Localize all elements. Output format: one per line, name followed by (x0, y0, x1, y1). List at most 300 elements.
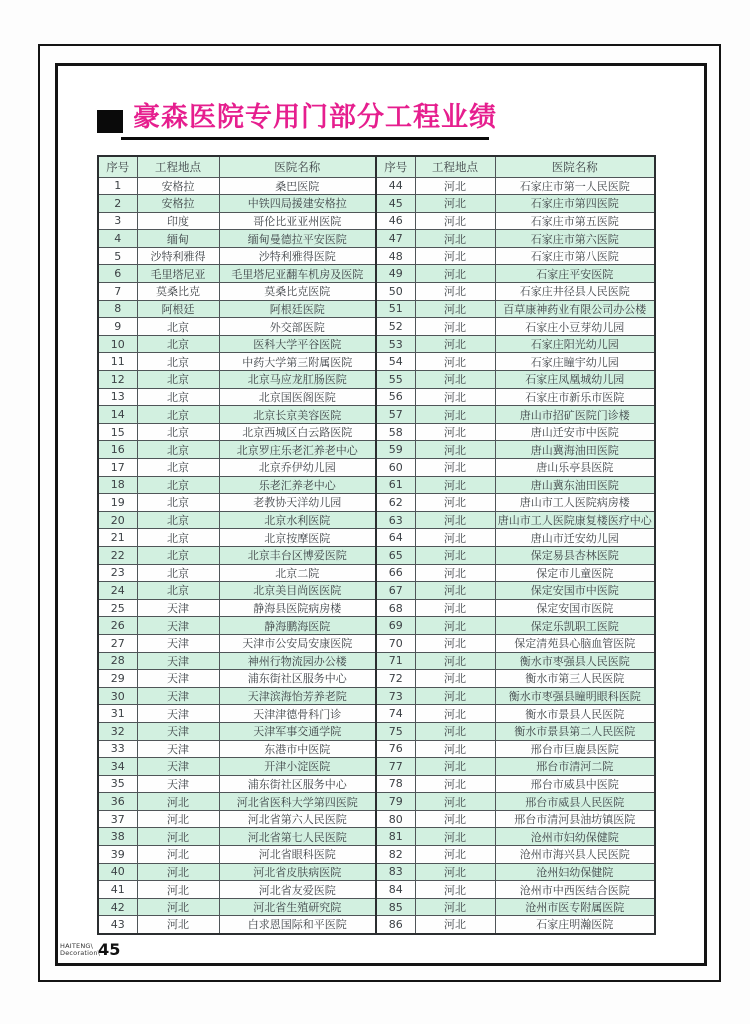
hospital-cell-right: 石家庄市第六医院 (495, 230, 655, 248)
location-cell-left: 北京 (137, 546, 219, 564)
hospital-cell-right: 保定清苑县心脑血管医院 (495, 634, 655, 652)
location-cell-right: 河北 (415, 564, 495, 582)
achievements-table (97, 155, 656, 935)
location-cell-left: 天津 (137, 617, 219, 635)
table-row (98, 494, 655, 512)
seq-cell-right: 78 (376, 775, 415, 793)
table-row (98, 828, 655, 846)
seq-cell-left: 29 (98, 670, 137, 688)
seq-cell-left: 10 (98, 335, 137, 353)
hospital-cell-left: 中铁四局援建安格拉 (219, 195, 376, 213)
hospital-cell-right: 保定市儿童医院 (495, 564, 655, 582)
location-cell-right: 河北 (415, 283, 495, 301)
hospital-cell-right: 石家庄凤凰城幼儿园 (495, 371, 655, 389)
location-cell-right: 河北 (415, 863, 495, 881)
hospital-cell-left: 河北省友爱医院 (219, 881, 376, 899)
seq-cell-left: 38 (98, 828, 137, 846)
hospital-cell-left: 乐老汇养老中心 (219, 476, 376, 494)
seq-cell-left: 31 (98, 705, 137, 723)
table-row (98, 318, 655, 336)
hospital-cell-left: 河北省皮肤病医院 (219, 863, 376, 881)
location-cell-right: 河北 (415, 353, 495, 371)
location-cell-left: 天津 (137, 722, 219, 740)
location-cell-left: 河北 (137, 916, 219, 934)
hospital-cell-left: 北京按摩医院 (219, 529, 376, 547)
seq-cell-left: 7 (98, 283, 137, 301)
hospital-cell-right: 邢台市巨鹿县医院 (495, 740, 655, 758)
hospital-cell-left: 北京二院 (219, 564, 376, 582)
hospital-cell-right: 沧州市中西医结合医院 (495, 881, 655, 899)
hospital-cell-right: 石家庄阳光幼儿园 (495, 335, 655, 353)
hospital-cell-right: 衡水市景县人民医院 (495, 705, 655, 723)
location-cell-left: 安格拉 (137, 177, 219, 195)
hospital-cell-right: 唐山迁安市中医院 (495, 423, 655, 441)
location-cell-right: 河北 (415, 758, 495, 776)
hospital-cell-left: 河北省眼科医院 (219, 846, 376, 864)
footer-brand (60, 943, 100, 957)
hospital-cell-right: 唐山冀东油田医院 (495, 476, 655, 494)
seq-cell-left: 32 (98, 722, 137, 740)
table-row (98, 793, 655, 811)
table-row (98, 529, 655, 547)
hospital-cell-right: 石家庄井径县人民医院 (495, 283, 655, 301)
location-cell-left: 河北 (137, 828, 219, 846)
location-cell-right: 河北 (415, 881, 495, 899)
location-cell-right: 河北 (415, 441, 495, 459)
location-cell-right: 河北 (415, 916, 495, 934)
location-cell-left: 天津 (137, 599, 219, 617)
location-cell-left: 河北 (137, 898, 219, 916)
table-row (98, 371, 655, 389)
hospital-cell-left: 北京美目尚医医院 (219, 582, 376, 600)
seq-cell-left: 40 (98, 863, 137, 881)
table-row (98, 353, 655, 371)
hospital-cell-right: 衡水市枣强县瞳明眼科医院 (495, 687, 655, 705)
title-underline (121, 137, 489, 140)
seq-cell-left: 4 (98, 230, 137, 248)
location-cell-left: 印度 (137, 212, 219, 230)
location-cell-left: 天津 (137, 652, 219, 670)
seq-cell-left: 36 (98, 793, 137, 811)
hospital-cell-left: 北京罗庄乐老汇养老中心 (219, 441, 376, 459)
location-cell-left: 河北 (137, 793, 219, 811)
seq-cell-right: 58 (376, 423, 415, 441)
hospital-cell-left: 神州行物流园办公楼 (219, 652, 376, 670)
footer-brand-line2: Decoration\ (60, 949, 101, 957)
seq-cell-left: 43 (98, 916, 137, 934)
location-cell-right: 河北 (415, 617, 495, 635)
hospital-cell-left: 毛里塔尼亚翻车机房及医院 (219, 265, 376, 283)
seq-cell-right: 85 (376, 898, 415, 916)
footer-brand-line1: HAITENG\ (60, 942, 94, 950)
seq-cell-left: 39 (98, 846, 137, 864)
hospital-cell-left: 北京乔伊幼儿园 (219, 459, 376, 477)
seq-cell-left: 6 (98, 265, 137, 283)
table-row (98, 230, 655, 248)
table-row (98, 810, 655, 828)
seq-cell-right: 71 (376, 652, 415, 670)
seq-cell-left: 30 (98, 687, 137, 705)
seq-cell-left: 21 (98, 529, 137, 547)
location-cell-left: 沙特利雅得 (137, 247, 219, 265)
header-hospital-left: 医院名称 (219, 156, 376, 177)
location-cell-left: 安格拉 (137, 195, 219, 213)
hospital-cell-right: 石家庄市第一人民医院 (495, 177, 655, 195)
hospital-cell-right: 唐山冀海油田医院 (495, 441, 655, 459)
location-cell-right: 河北 (415, 230, 495, 248)
seq-cell-right: 84 (376, 881, 415, 899)
location-cell-right: 河北 (415, 423, 495, 441)
hospital-cell-left: 浦东街社区服务中心 (219, 670, 376, 688)
seq-cell-left: 18 (98, 476, 137, 494)
hospital-cell-left: 老教协天洋幼儿园 (219, 494, 376, 512)
hospital-cell-left: 浦东街社区服务中心 (219, 775, 376, 793)
hospital-cell-left: 北京丰台区博爱医院 (219, 546, 376, 564)
table-row (98, 546, 655, 564)
location-cell-right: 河北 (415, 722, 495, 740)
header-location-left: 工程地点 (137, 156, 219, 177)
location-cell-left: 北京 (137, 353, 219, 371)
seq-cell-right: 77 (376, 758, 415, 776)
seq-cell-right: 86 (376, 916, 415, 934)
table-header-row (98, 156, 655, 177)
hospital-cell-left: 河北省第六人民医院 (219, 810, 376, 828)
seq-cell-right: 72 (376, 670, 415, 688)
location-cell-right: 河北 (415, 406, 495, 424)
location-cell-right: 河北 (415, 810, 495, 828)
header-location-right: 工程地点 (415, 156, 495, 177)
seq-cell-right: 52 (376, 318, 415, 336)
table-row (98, 300, 655, 318)
seq-cell-right: 62 (376, 494, 415, 512)
hospital-cell-left: 北京水利医院 (219, 511, 376, 529)
location-cell-right: 河北 (415, 634, 495, 652)
seq-cell-left: 35 (98, 775, 137, 793)
achievements-table-body (98, 177, 655, 934)
table-row (98, 670, 655, 688)
seq-cell-right: 55 (376, 371, 415, 389)
location-cell-left: 天津 (137, 634, 219, 652)
table-row (98, 177, 655, 195)
seq-cell-right: 57 (376, 406, 415, 424)
seq-cell-left: 22 (98, 546, 137, 564)
hospital-cell-left: 天津军事交通学院 (219, 722, 376, 740)
hospital-cell-right: 衡水市第三人民医院 (495, 670, 655, 688)
hospital-cell-right: 邢台市威县中医院 (495, 775, 655, 793)
table-row (98, 476, 655, 494)
seq-cell-right: 73 (376, 687, 415, 705)
location-cell-left: 北京 (137, 564, 219, 582)
seq-cell-left: 11 (98, 353, 137, 371)
location-cell-right: 河北 (415, 793, 495, 811)
seq-cell-left: 33 (98, 740, 137, 758)
hospital-cell-left: 静海鹏海医院 (219, 617, 376, 635)
table-row (98, 582, 655, 600)
table-row (98, 212, 655, 230)
location-cell-left: 北京 (137, 476, 219, 494)
location-cell-right: 河北 (415, 670, 495, 688)
table-row (98, 599, 655, 617)
header-seq-right: 序号 (376, 156, 415, 177)
seq-cell-right: 69 (376, 617, 415, 635)
table-row (98, 898, 655, 916)
table-row (98, 740, 655, 758)
hospital-cell-right: 石家庄市第五医院 (495, 212, 655, 230)
seq-cell-right: 60 (376, 459, 415, 477)
hospital-cell-right: 保定易县杏林医院 (495, 546, 655, 564)
hospital-cell-left: 天津滨海怡芳养老院 (219, 687, 376, 705)
hospital-cell-right: 唐山市迁安幼儿园 (495, 529, 655, 547)
seq-cell-left: 17 (98, 459, 137, 477)
hospital-cell-left: 北京马应龙肛肠医院 (219, 371, 376, 389)
seq-cell-right: 79 (376, 793, 415, 811)
location-cell-left: 北京 (137, 582, 219, 600)
seq-cell-left: 23 (98, 564, 137, 582)
hospital-cell-left: 北京国医阁医院 (219, 388, 376, 406)
location-cell-right: 河北 (415, 195, 495, 213)
location-cell-right: 河北 (415, 599, 495, 617)
location-cell-left: 河北 (137, 863, 219, 881)
seq-cell-right: 47 (376, 230, 415, 248)
seq-cell-left: 3 (98, 212, 137, 230)
location-cell-left: 北京 (137, 388, 219, 406)
seq-cell-left: 16 (98, 441, 137, 459)
location-cell-left: 河北 (137, 846, 219, 864)
seq-cell-right: 53 (376, 335, 415, 353)
hospital-cell-left: 东港市中医院 (219, 740, 376, 758)
hospital-cell-right: 百草康神药业有限公司办公楼 (495, 300, 655, 318)
hospital-cell-left: 北京长京美容医院 (219, 406, 376, 424)
seq-cell-right: 81 (376, 828, 415, 846)
hospital-cell-left: 开津小淀医院 (219, 758, 376, 776)
seq-cell-right: 83 (376, 863, 415, 881)
seq-cell-right: 48 (376, 247, 415, 265)
hospital-cell-right: 邢台市清河二院 (495, 758, 655, 776)
table-row (98, 441, 655, 459)
location-cell-right: 河北 (415, 335, 495, 353)
seq-cell-left: 25 (98, 599, 137, 617)
hospital-cell-right: 保定安国市中医院 (495, 582, 655, 600)
location-cell-left: 天津 (137, 775, 219, 793)
location-cell-left: 北京 (137, 494, 219, 512)
location-cell-right: 河北 (415, 529, 495, 547)
seq-cell-right: 65 (376, 546, 415, 564)
table-row (98, 722, 655, 740)
location-cell-right: 河北 (415, 247, 495, 265)
hospital-cell-right: 邢台市清河县油坊镇医院 (495, 810, 655, 828)
hospital-cell-right: 石家庄市第八医院 (495, 247, 655, 265)
title-bullet-square-icon (97, 110, 123, 133)
table-row (98, 511, 655, 529)
location-cell-right: 河北 (415, 300, 495, 318)
seq-cell-right: 80 (376, 810, 415, 828)
seq-cell-left: 42 (98, 898, 137, 916)
seq-cell-right: 74 (376, 705, 415, 723)
seq-cell-right: 63 (376, 511, 415, 529)
seq-cell-left: 34 (98, 758, 137, 776)
location-cell-left: 北京 (137, 441, 219, 459)
location-cell-left: 北京 (137, 423, 219, 441)
hospital-cell-left: 莫桑比克医院 (219, 283, 376, 301)
location-cell-right: 河北 (415, 582, 495, 600)
seq-cell-right: 76 (376, 740, 415, 758)
header-hospital-right: 医院名称 (495, 156, 655, 177)
hospital-cell-right: 石家庄小豆芽幼儿园 (495, 318, 655, 336)
location-cell-left: 北京 (137, 459, 219, 477)
hospital-cell-left: 缅甸曼德拉平安医院 (219, 230, 376, 248)
location-cell-left: 北京 (137, 371, 219, 389)
table-row (98, 283, 655, 301)
seq-cell-right: 49 (376, 265, 415, 283)
seq-cell-right: 45 (376, 195, 415, 213)
seq-cell-left: 27 (98, 634, 137, 652)
table-row (98, 335, 655, 353)
seq-cell-right: 59 (376, 441, 415, 459)
seq-cell-right: 51 (376, 300, 415, 318)
location-cell-left: 毛里塔尼亚 (137, 265, 219, 283)
table-row (98, 758, 655, 776)
hospital-cell-right: 唐山市工人医院康复楼医疗中心 (495, 511, 655, 529)
hospital-cell-left: 阿根廷医院 (219, 300, 376, 318)
table-row (98, 863, 655, 881)
seq-cell-left: 2 (98, 195, 137, 213)
hospital-cell-right: 保定乐凯职工医院 (495, 617, 655, 635)
hospital-cell-left: 医科大学平谷医院 (219, 335, 376, 353)
location-cell-left: 北京 (137, 529, 219, 547)
hospital-cell-right: 唐山市招矿医院门诊楼 (495, 406, 655, 424)
hospital-cell-left: 北京西城区白云路医院 (219, 423, 376, 441)
hospital-cell-left: 外交部医院 (219, 318, 376, 336)
table-row (98, 705, 655, 723)
location-cell-right: 河北 (415, 705, 495, 723)
location-cell-left: 天津 (137, 687, 219, 705)
seq-cell-right: 64 (376, 529, 415, 547)
location-cell-left: 河北 (137, 810, 219, 828)
location-cell-left: 天津 (137, 758, 219, 776)
hospital-cell-left: 桑巴医院 (219, 177, 376, 195)
seq-cell-right: 66 (376, 564, 415, 582)
page-title: 豪森医院专用门部分工程业绩 (133, 102, 497, 134)
location-cell-right: 河北 (415, 898, 495, 916)
hospital-cell-right: 沧州妇幼保健院 (495, 863, 655, 881)
seq-cell-right: 50 (376, 283, 415, 301)
table-row (98, 406, 655, 424)
location-cell-right: 河北 (415, 318, 495, 336)
location-cell-left: 北京 (137, 318, 219, 336)
hospital-cell-right: 保定安国市医院 (495, 599, 655, 617)
hospital-cell-right: 石家庄市第四医院 (495, 195, 655, 213)
hospital-cell-right: 石家庄瞳宇幼儿园 (495, 353, 655, 371)
table-row (98, 564, 655, 582)
location-cell-left: 天津 (137, 705, 219, 723)
table-row (98, 652, 655, 670)
seq-cell-right: 70 (376, 634, 415, 652)
header-seq-left: 序号 (98, 156, 137, 177)
seq-cell-left: 20 (98, 511, 137, 529)
hospital-cell-left: 河北省医科大学第四医院 (219, 793, 376, 811)
hospital-cell-right: 石家庄平安医院 (495, 265, 655, 283)
hospital-cell-right: 唐山乐亭县医院 (495, 459, 655, 477)
location-cell-right: 河北 (415, 494, 495, 512)
seq-cell-left: 41 (98, 881, 137, 899)
table-row (98, 423, 655, 441)
seq-cell-right: 67 (376, 582, 415, 600)
seq-cell-right: 82 (376, 846, 415, 864)
seq-cell-right: 61 (376, 476, 415, 494)
hospital-cell-right: 唐山市工人医院病房楼 (495, 494, 655, 512)
location-cell-right: 河北 (415, 828, 495, 846)
seq-cell-left: 24 (98, 582, 137, 600)
seq-cell-left: 15 (98, 423, 137, 441)
seq-cell-left: 28 (98, 652, 137, 670)
location-cell-left: 天津 (137, 740, 219, 758)
hospital-cell-right: 衡水市景县第二人民医院 (495, 722, 655, 740)
hospital-cell-right: 邢台市威县人民医院 (495, 793, 655, 811)
table-row (98, 775, 655, 793)
location-cell-right: 河北 (415, 459, 495, 477)
hospital-cell-left: 河北省生殖研究院 (219, 898, 376, 916)
seq-cell-left: 9 (98, 318, 137, 336)
seq-cell-left: 8 (98, 300, 137, 318)
table-row (98, 916, 655, 934)
table-row (98, 687, 655, 705)
seq-cell-right: 56 (376, 388, 415, 406)
seq-cell-right: 46 (376, 212, 415, 230)
hospital-cell-left: 中药大学第三附属医院 (219, 353, 376, 371)
table-row (98, 265, 655, 283)
hospital-cell-left: 白求恩国际和平医院 (219, 916, 376, 934)
table-row (98, 195, 655, 213)
seq-cell-left: 14 (98, 406, 137, 424)
location-cell-left: 莫桑比克 (137, 283, 219, 301)
hospital-cell-left: 河北省第七人民医院 (219, 828, 376, 846)
hospital-cell-left: 沙特利雅得医院 (219, 247, 376, 265)
location-cell-right: 河北 (415, 371, 495, 389)
hospital-cell-left: 静海县医院病房楼 (219, 599, 376, 617)
table-row (98, 459, 655, 477)
hospital-cell-right: 沧州市医专附属医院 (495, 898, 655, 916)
page-number: 45 (98, 940, 121, 959)
hospital-cell-left: 天津市公安局安康医院 (219, 634, 376, 652)
seq-cell-left: 5 (98, 247, 137, 265)
location-cell-right: 河北 (415, 511, 495, 529)
seq-cell-left: 37 (98, 810, 137, 828)
table-row (98, 388, 655, 406)
table-row (98, 617, 655, 635)
seq-cell-right: 44 (376, 177, 415, 195)
location-cell-right: 河北 (415, 265, 495, 283)
hospital-cell-right: 沧州市海兴县人民医院 (495, 846, 655, 864)
title-block (97, 100, 497, 136)
seq-cell-left: 12 (98, 371, 137, 389)
location-cell-right: 河北 (415, 546, 495, 564)
hospital-cell-right: 石家庄明瀚医院 (495, 916, 655, 934)
hospital-cell-right: 衡水市枣强县人民医院 (495, 652, 655, 670)
location-cell-left: 缅甸 (137, 230, 219, 248)
location-cell-right: 河北 (415, 476, 495, 494)
location-cell-right: 河北 (415, 687, 495, 705)
location-cell-left: 北京 (137, 511, 219, 529)
location-cell-left: 河北 (137, 881, 219, 899)
location-cell-right: 河北 (415, 388, 495, 406)
location-cell-right: 河北 (415, 212, 495, 230)
location-cell-right: 河北 (415, 652, 495, 670)
location-cell-left: 阿根廷 (137, 300, 219, 318)
hospital-cell-right: 石家庄市新乐市医院 (495, 388, 655, 406)
table-row (98, 634, 655, 652)
seq-cell-right: 75 (376, 722, 415, 740)
seq-cell-left: 26 (98, 617, 137, 635)
